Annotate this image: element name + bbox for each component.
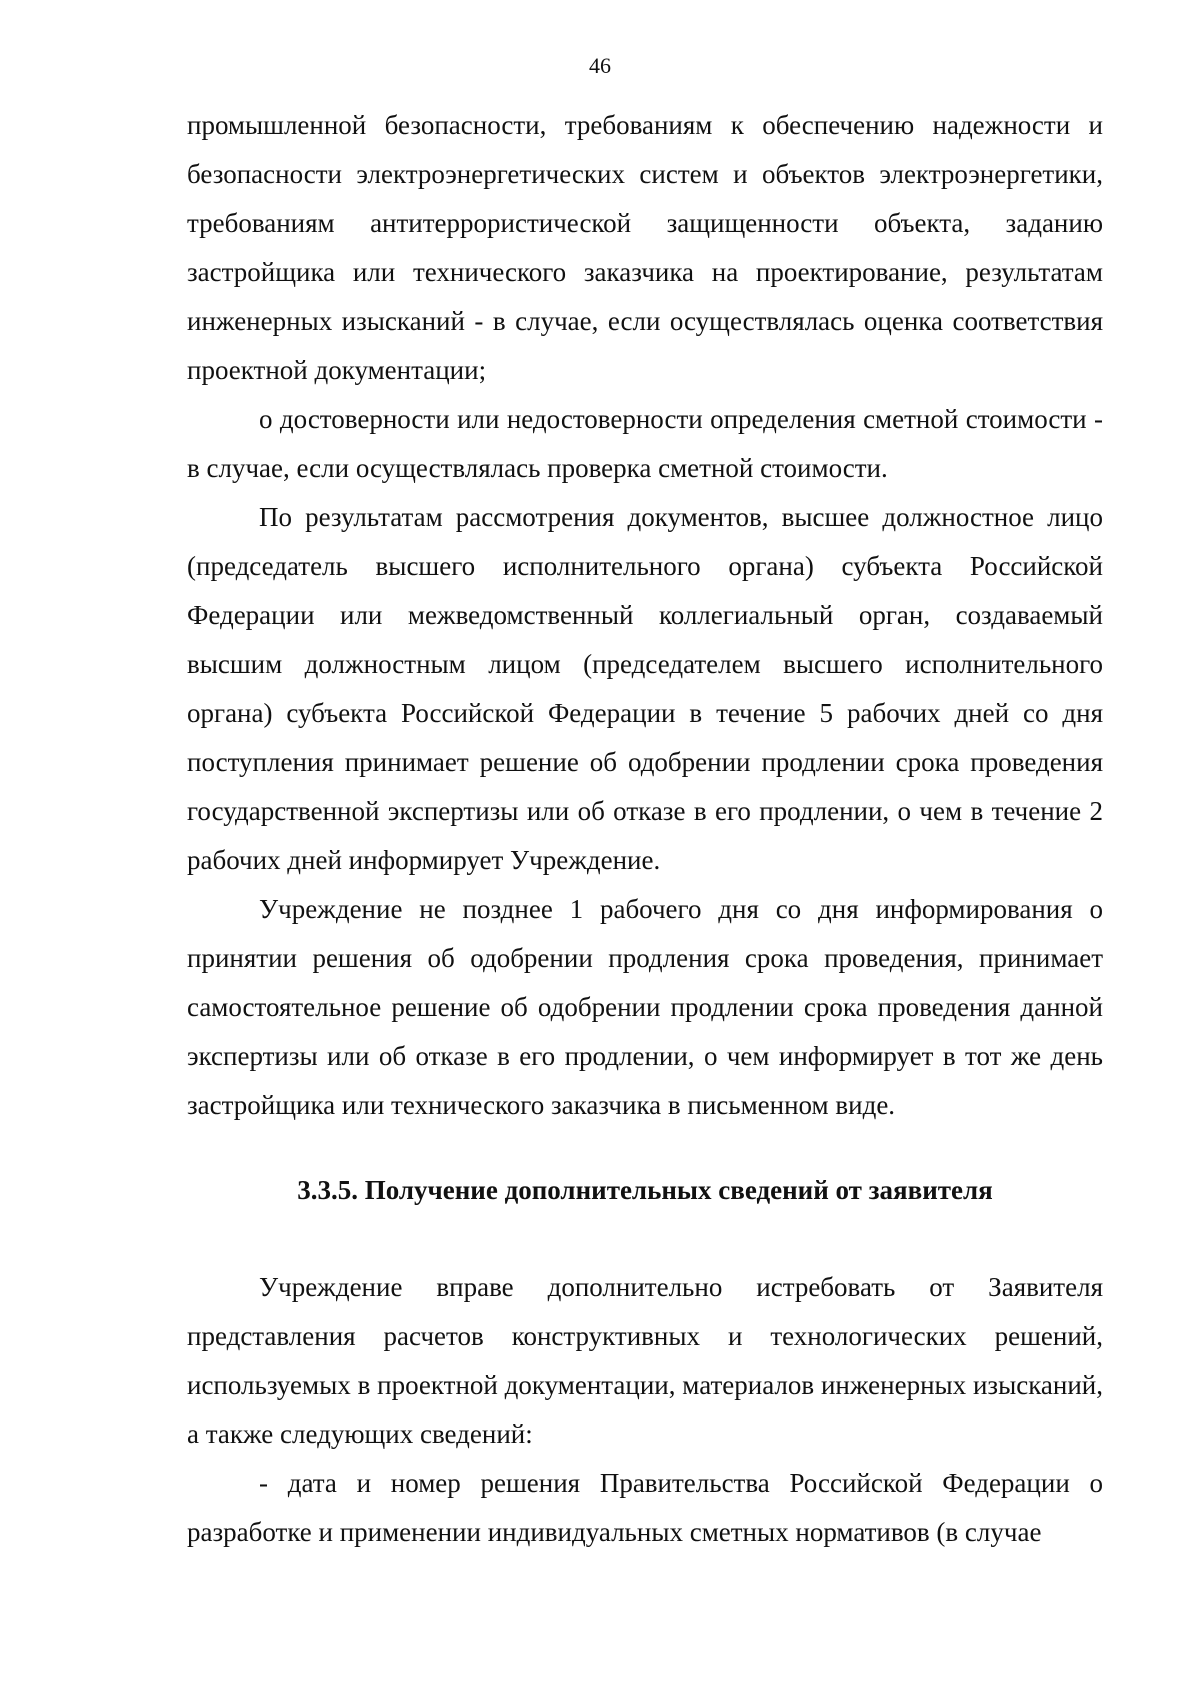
paragraph: По результатам рассмотрения документов, высшее должностное лицо (председатель высшего исполнительного органа) субъекта Российской Федерации или межведомственный коллегиальный орган, создаваемый высшим должностным лицом (председателем высшего исполнительного органа) субъекта Российской Федерации в течение 5 рабочих дней со дня поступления принимает решение об одобрении продлении срока проведения государственной экспертизы или об отказе в его продлении, о чем в течение 2 рабочих дней информирует Учреждение. — [187, 502, 1103, 875]
paragraph: Учреждение вправе дополнительно истребовать от Заявителя представления расчетов конструктивных и технологических решений, используемых в проектной документации, материалов инженерных изысканий, а также следующих сведений: — [187, 1272, 1103, 1449]
list-item: - дата и номер решения Правительства Российской Федерации о разработке и применении индивидуальных сметных нормативов (в случае — [187, 1468, 1103, 1547]
paragraph-continuation: промышленной безопасности, требованиям к обеспечению надежности и безопасности электроэнергетических систем и объектов электроэнергетики, требованиям антитеррористической защищенности объекта, заданию застройщика или технического заказчика на проектирование, результатам инженерных изысканий - в случае, если осуществлялась оценка соответствия проектной документации; — [187, 110, 1103, 385]
paragraph: о достоверности или недостоверности определения сметной стоимости - в случае, если осуществлялась проверка сметной стоимости. — [187, 404, 1103, 483]
page-number: 46 — [589, 53, 611, 78]
document-body — [187, 101, 1103, 1557]
section-heading: 3.3.5. Получение дополнительных сведений от заявителя — [297, 1175, 993, 1205]
paragraph: Учреждение не позднее 1 рабочего дня со дня информирования о принятии решения об одобрении продления срока проведения, принимает самостоятельное решение об одобрении продлении срока проведения данной экспертизы или об отказе в его продлении, о чем информирует в тот же день застройщика или технического заказчика в письменном виде. — [187, 894, 1103, 1120]
